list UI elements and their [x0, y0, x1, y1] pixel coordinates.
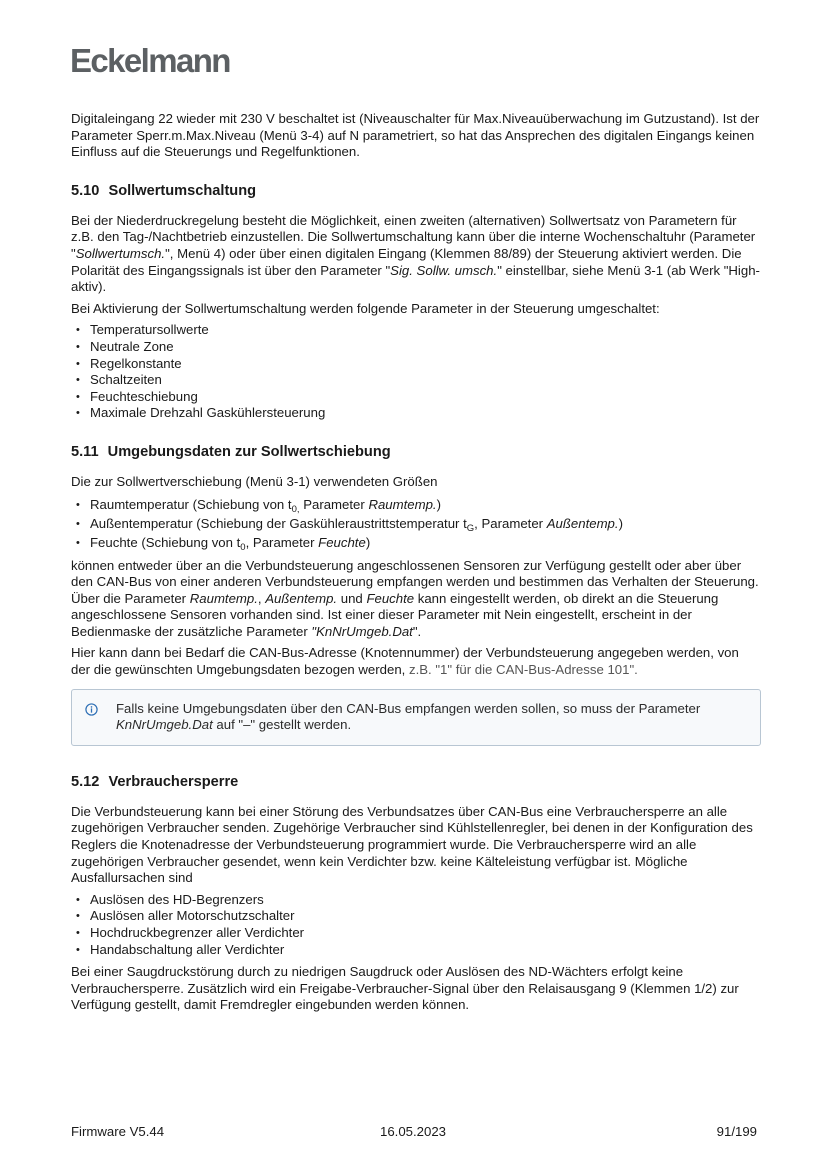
section-heading-5-10: [71, 182, 761, 200]
text-span: Raumtemperatur (Schiebung von t: [90, 496, 292, 512]
parameter-name: Sollwertumsch.: [75, 245, 166, 261]
subscript: 0: [240, 541, 246, 553]
list-item: • Handabschaltung aller Verdichter: [71, 942, 761, 959]
list-item: • Maximale Drehzahl Gaskühlersteuerung: [71, 405, 761, 422]
text-span: , Parameter: [245, 534, 319, 550]
text-span: " einstellbar, siehe Menü 3-1 (ab Werk "High-aktiv).: [71, 262, 760, 295]
parameter-name: Raumtemp.: [368, 496, 437, 512]
list-item: • Temperatursollwerte: [71, 322, 761, 339]
text-span: Feuchte (Schiebung von t: [90, 534, 241, 550]
section-heading-5-11: [71, 443, 761, 461]
text-span: Parameter: [299, 496, 369, 512]
parameter-settings-paragraph: [71, 591, 761, 641]
parameter-name: Außentemp.: [265, 590, 338, 606]
text-span: ,: [257, 590, 266, 606]
environment-data-list: [71, 496, 761, 552]
section-title: Umgebungsdaten zur Sollwertschiebung: [107, 443, 391, 460]
subscript: G: [466, 522, 475, 534]
section-heading-5-12: [71, 773, 761, 791]
parameter-name: Sig. Sollw. umsch.: [390, 262, 498, 278]
section-title: Verbrauchersperre: [108, 773, 239, 790]
list-item: • Feuchteschiebung: [71, 389, 761, 406]
note-text: auf "–" gestellt werden.: [212, 717, 352, 733]
note-text: Falls keine Umgebungsdaten über den CAN-Bus empfangen werden sollen, so muss der Parameter: [116, 700, 701, 716]
parameter-name: Feuchte: [366, 590, 415, 606]
list-item: • Neutrale Zone: [71, 339, 761, 356]
intro-paragraph: Digitaleingang 22 wieder mit 230 V beschaltet ist (Niveauschalter für Max.Niveauüberwachung im Gutzustand). Ist der Parameter Sperr.m.Max.Niveau (Menü 3-4) auf N parametriert, so hat das Ansprechen des digitalen Eingangs keinen Einfluss auf die Steuerungs und Regelfunktionen.: [71, 111, 760, 160]
text-span: Hier kann dann bei Bedarf die CAN-Bus-Adresse (Knotennummer) der Verbundsteuerung angegeben werden, von der die gewünschten Umgebungsdaten bezogen werden,: [71, 645, 739, 678]
text-span: ): [618, 515, 623, 531]
document-date: 16.05.2023: [380, 1124, 447, 1139]
list-item: • Auslösen des HD-Begrenzers: [71, 892, 761, 909]
section-title: Sollwertumschaltung: [108, 182, 257, 199]
list-item: • Regelkonstante: [71, 356, 761, 373]
section-number: 5.10: [71, 182, 100, 199]
text-span: ): [365, 534, 371, 550]
page-number: 91/199: [716, 1124, 757, 1139]
parameter-name: Außentemp.: [546, 515, 619, 531]
verbrauchersperre-paragraph: Die Verbundsteuerung kann bei einer Störung des Verbundsatzes über CAN-Bus eine Verbrauchersperre an alle zugehörigen Verbraucher senden. Zugehörige Verbraucher sind Kühlstellenregler, bei denen in der Konfiguration des Reglers die Knotenadresse der Verbundsteuerung programmiert wurde. Die Verbrauchersperre wird an alle zugehörigen Verbraucher gesendet, wenn kein Verdichter bzw. keine Kälteleistung verfügbar ist. Mögliche Ausfallursachen sind: [71, 803, 753, 886]
list-item: • Hochdruckbegrenzer aller Verdichter: [71, 925, 761, 942]
text-span: , Parameter: [474, 515, 547, 531]
sensor-source-paragraph: können entweder über an die Verbundsteuerung angeschlossenen Sensoren zur Verfügung gestellt oder aber über den CAN-Bus von einer anderen Verbundsteuerung empfangen werden und bestimmen das Verhalten der Steuerung.: [71, 557, 759, 590]
saugdruck-paragraph: Bei einer Saugdruckstörung durch zu niedrigen Saugdruck oder Auslösen des ND-Wächters erfolgt keine Verbrauchersperre. Zusätzlich wird ein Freigabe-Verbraucher-Signal über den Relaisausgang 9 (Klemmen 1/2) zur Verfügung gestellt, damit Fremdregler eingebunden werden können.: [71, 964, 739, 1013]
example-text: z.B. "1" für die CAN-Bus-Adresse 101".: [405, 662, 638, 678]
subscript: 0,: [291, 503, 300, 515]
text-span: kann eingestellt werden, ob direkt an die Steuerung angeschlossene Sensoren vorhanden sind. Ist einer dieser Parameter mit Nein eingestellt, erscheint in der Bedienmaske der zusätzliche Parameter: [71, 590, 719, 639]
list-item: [71, 496, 761, 514]
list-item: • Schaltzeiten: [71, 372, 761, 389]
sollwertumschaltung-paragraph: [71, 213, 761, 296]
info-icon: [85, 703, 98, 716]
text-span: Über die Parameter: [71, 590, 190, 606]
text-span: ", Menü 4) oder über einen digitalen Eingang (Klemmen 88/89) der Steuerung aktiviert werden. Die Polarität des Eingangssignals ist über den Parameter ": [71, 245, 742, 278]
list-item: • Auslösen aller Motorschutzschalter: [71, 908, 761, 925]
parameter-name: Raumtemp.: [189, 590, 258, 606]
page-content: [71, 111, 761, 1019]
firmware-version: Firmware V5.44: [71, 1124, 165, 1139]
groessen-intro-paragraph: Die zur Sollwertverschiebung (Menü 3-1) verwendeten Größen: [71, 473, 438, 489]
text-span: ): [436, 496, 442, 512]
info-note-box: [71, 689, 761, 746]
failure-causes-list: [71, 892, 761, 958]
switched-parameters-list: [71, 322, 761, 422]
parameter-name: KnNrUmgeb.Dat: [116, 717, 213, 733]
list-item: [71, 534, 761, 552]
text-span: ".: [412, 623, 422, 639]
can-bus-address-paragraph: [71, 645, 761, 678]
eckelmann-logo: Eckelmann: [70, 42, 230, 79]
text-span: Bei der Niederdruckregelung besteht die Möglichkeit, einen zweiten (alternativen) Sollwertsatz von Parametern für z.B. den Tag-/Nachtbetrieb einzustellen. Die Sollwertumschaltung kann über die interne Wochenschaltuhr (Parameter ": [71, 212, 756, 261]
text-span: und: [337, 590, 367, 606]
umschaltung-intro-paragraph: Bei Aktivierung der Sollwertumschaltung werden folgende Parameter in der Steuerung umgeschaltet:: [71, 300, 660, 316]
section-number: 5.12: [71, 773, 100, 790]
text-span: Außentemperatur (Schiebung der Gaskühleraustrittstemperatur t: [90, 515, 467, 531]
section-number: 5.11: [71, 443, 99, 460]
parameter-name: Feuchte: [318, 534, 366, 550]
parameter-name: "KnNrUmgeb.Dat: [311, 623, 413, 639]
list-item: [71, 515, 761, 533]
